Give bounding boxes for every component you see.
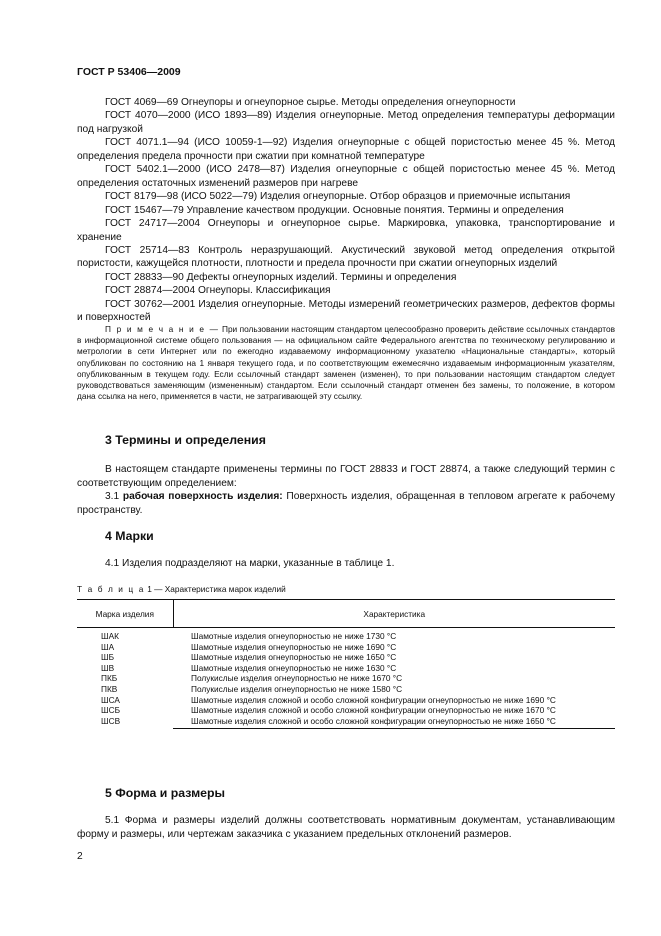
note-text: При пользовании настоящим стандартом целесообразно проверить действие ссылочных стандартов в информационной системе общего пользования — на официальном сайте Федерального агентства по техническому регулированию и метрологии в сети Интернет или по ежегодно издаваемому информационному указателю «Национальные стандарты», который опубликован по состоянию на 1 января текущего года, и по соответствующим ежемесячно издаваемым информационным указателям, опубликованным в текущем году. Если ссылочный стандарт заменен (изменен), то при пользовании настоящим стандартом следует руководствоваться заменяющим (измененным) стандартом. Если ссылочный стандарт отменен без замены, то положение, в котором дана ссылка на него, применяется в части, не затрагивающей эту ссылку. xyxy=(77,324,615,402)
section-3-body xyxy=(77,463,615,517)
mark-cell: ПКБ xyxy=(101,673,118,684)
section-4-text: 4.1 Изделия подразделяют на марки, указанные в таблице 1. xyxy=(105,558,395,569)
reference-item: ГОСТ 15467—79 Управление качеством продукции. Основные понятия. Термины и определения xyxy=(105,204,564,216)
characteristic-cell: Шамотные изделия огнеупорностью не ниже 1630 °С xyxy=(191,662,397,673)
term-definition xyxy=(77,490,615,517)
section-3-intro: В настоящем стандарте применены термины по ГОСТ 28833 и ГОСТ 28874, а также следующий термин с соответствующим определением: xyxy=(77,464,615,489)
mark-cell: ШБ xyxy=(101,652,115,663)
reference-item: ГОСТ 5402.1—2000 (ИСО 2478—87) Изделия огнеупорные с общей пористостью менее 45 %. Метод определения остаточных изменений размеров при нагреве xyxy=(77,164,615,189)
table-row xyxy=(77,652,615,663)
characteristic-cell: Полукислые изделия огнеупорностью не ниже 1670 °С xyxy=(191,673,403,684)
table-row xyxy=(77,716,615,729)
table-row xyxy=(77,642,615,653)
section-3-title: 3 Термины и определения xyxy=(105,433,266,447)
column-header-mark: Марка изделия xyxy=(77,600,173,628)
reference-item: ГОСТ 25714—83 Контроль неразрушающий. Акустический звуковой метод определения открытой пористости, кажущейся плотности, плотности и предела прочности при сжатии огнеупорных изделий xyxy=(77,244,615,270)
section-4-title: 4 Марки xyxy=(105,529,154,543)
page-number: 2 xyxy=(77,851,83,862)
note-label: П р и м е ч а н и е — xyxy=(105,324,220,334)
characteristic-cell: Шамотные изделия сложной и особо сложной конфигурации огнеупорностью не ниже 1650 °С xyxy=(173,716,615,729)
table-row xyxy=(77,695,615,706)
section-4-body xyxy=(77,557,615,571)
characteristic-cell: Шамотные изделия огнеупорностью не ниже 1730 °С xyxy=(191,631,397,641)
mark-cell: ПКВ xyxy=(101,683,118,694)
normative-references xyxy=(77,96,615,325)
table-row xyxy=(77,673,615,684)
mark-cell: ШСБ xyxy=(101,705,121,716)
characteristic-cell: Шамотные изделия огнеупорностью не ниже 1650 °С xyxy=(191,652,397,663)
reference-item: ГОСТ 30762—2001 Изделия огнеупорные. Методы измерений геометрических размеров, дефектов формы и поверхностей xyxy=(77,298,615,324)
table-row xyxy=(77,684,615,695)
table-row xyxy=(77,628,615,642)
mark-cell: ШСВ xyxy=(101,715,121,726)
term-number: 3.1 xyxy=(105,491,120,502)
reference-item: ГОСТ 28874—2004 Огнеупоры. Классификация xyxy=(105,285,331,297)
column-header-characteristic: Характеристика xyxy=(173,600,615,628)
reference-item: ГОСТ 4070—2000 (ИСО 1893—89) Изделия огнеупорные. Метод определения температуры деформации под нагрузкой xyxy=(77,110,615,135)
mark-cell: ША xyxy=(101,641,115,652)
table-caption xyxy=(77,584,286,594)
term-name: рабочая поверхность изделия: xyxy=(122,491,283,502)
table-row xyxy=(77,705,615,716)
reference-item: ГОСТ 28833—90 Дефекты огнеупорных изделий. Термины и определения xyxy=(105,271,457,283)
section-5-body xyxy=(77,814,615,841)
characteristic-cell: Шамотные изделия сложной и особо сложной конфигурации огнеупорностью не ниже 1670 °С xyxy=(191,705,556,716)
marks-table xyxy=(77,599,615,729)
section-5-title: 5 Форма и размеры xyxy=(105,786,226,800)
section-5-text: 5.1 Форма и размеры изделий должны соответствовать нормативным документам, устанавливающим форму и размеры, или чертежам заказчика с указанием предельных отклонений размеров. xyxy=(77,815,615,840)
characteristic-cell: Полукислые изделия огнеупорностью не ниже 1580 °С xyxy=(191,683,403,694)
term-text: Поверхность изделия, обращенная в тепловом агрегате к рабочему пространству. xyxy=(77,491,615,516)
reference-item: ГОСТ 24717—2004 Огнеупоры и огнеупорное сырье. Маркировка, упаковка, транспортирование и хранение xyxy=(77,218,615,243)
note-block xyxy=(77,324,615,402)
table-caption-label: Т а б л и ц а xyxy=(77,584,145,594)
reference-item: ГОСТ 4069—69 Огнеупоры и огнеупорное сырье. Методы определения огнеупорности xyxy=(105,97,516,108)
characteristic-cell: Шамотные изделия сложной и особо сложной конфигурации огнеупорностью не ниже 1690 °С xyxy=(191,694,556,705)
reference-item: ГОСТ 4071.1—94 (ИСО 10059-1—92) Изделия огнеупорные с общей пористостью менее 45 %. Метод определения предела прочности при сжатии при комнатной температуре xyxy=(77,137,615,162)
characteristic-cell: Шамотные изделия огнеупорностью не ниже 1690 °С xyxy=(191,641,397,652)
mark-cell: ШСА xyxy=(101,694,120,705)
mark-cell: ШАК xyxy=(101,631,119,641)
table-row xyxy=(77,663,615,674)
standard-header: ГОСТ Р 53406—2009 xyxy=(77,66,181,78)
table-caption-text: 1 — Характеристика марок изделий xyxy=(147,584,286,594)
mark-cell: ШВ xyxy=(101,662,115,673)
reference-item: ГОСТ 8179—98 (ИСО 5022—79) Изделия огнеупорные. Отбор образцов и приемочные испытания xyxy=(105,191,571,203)
table-header-row xyxy=(77,600,615,628)
